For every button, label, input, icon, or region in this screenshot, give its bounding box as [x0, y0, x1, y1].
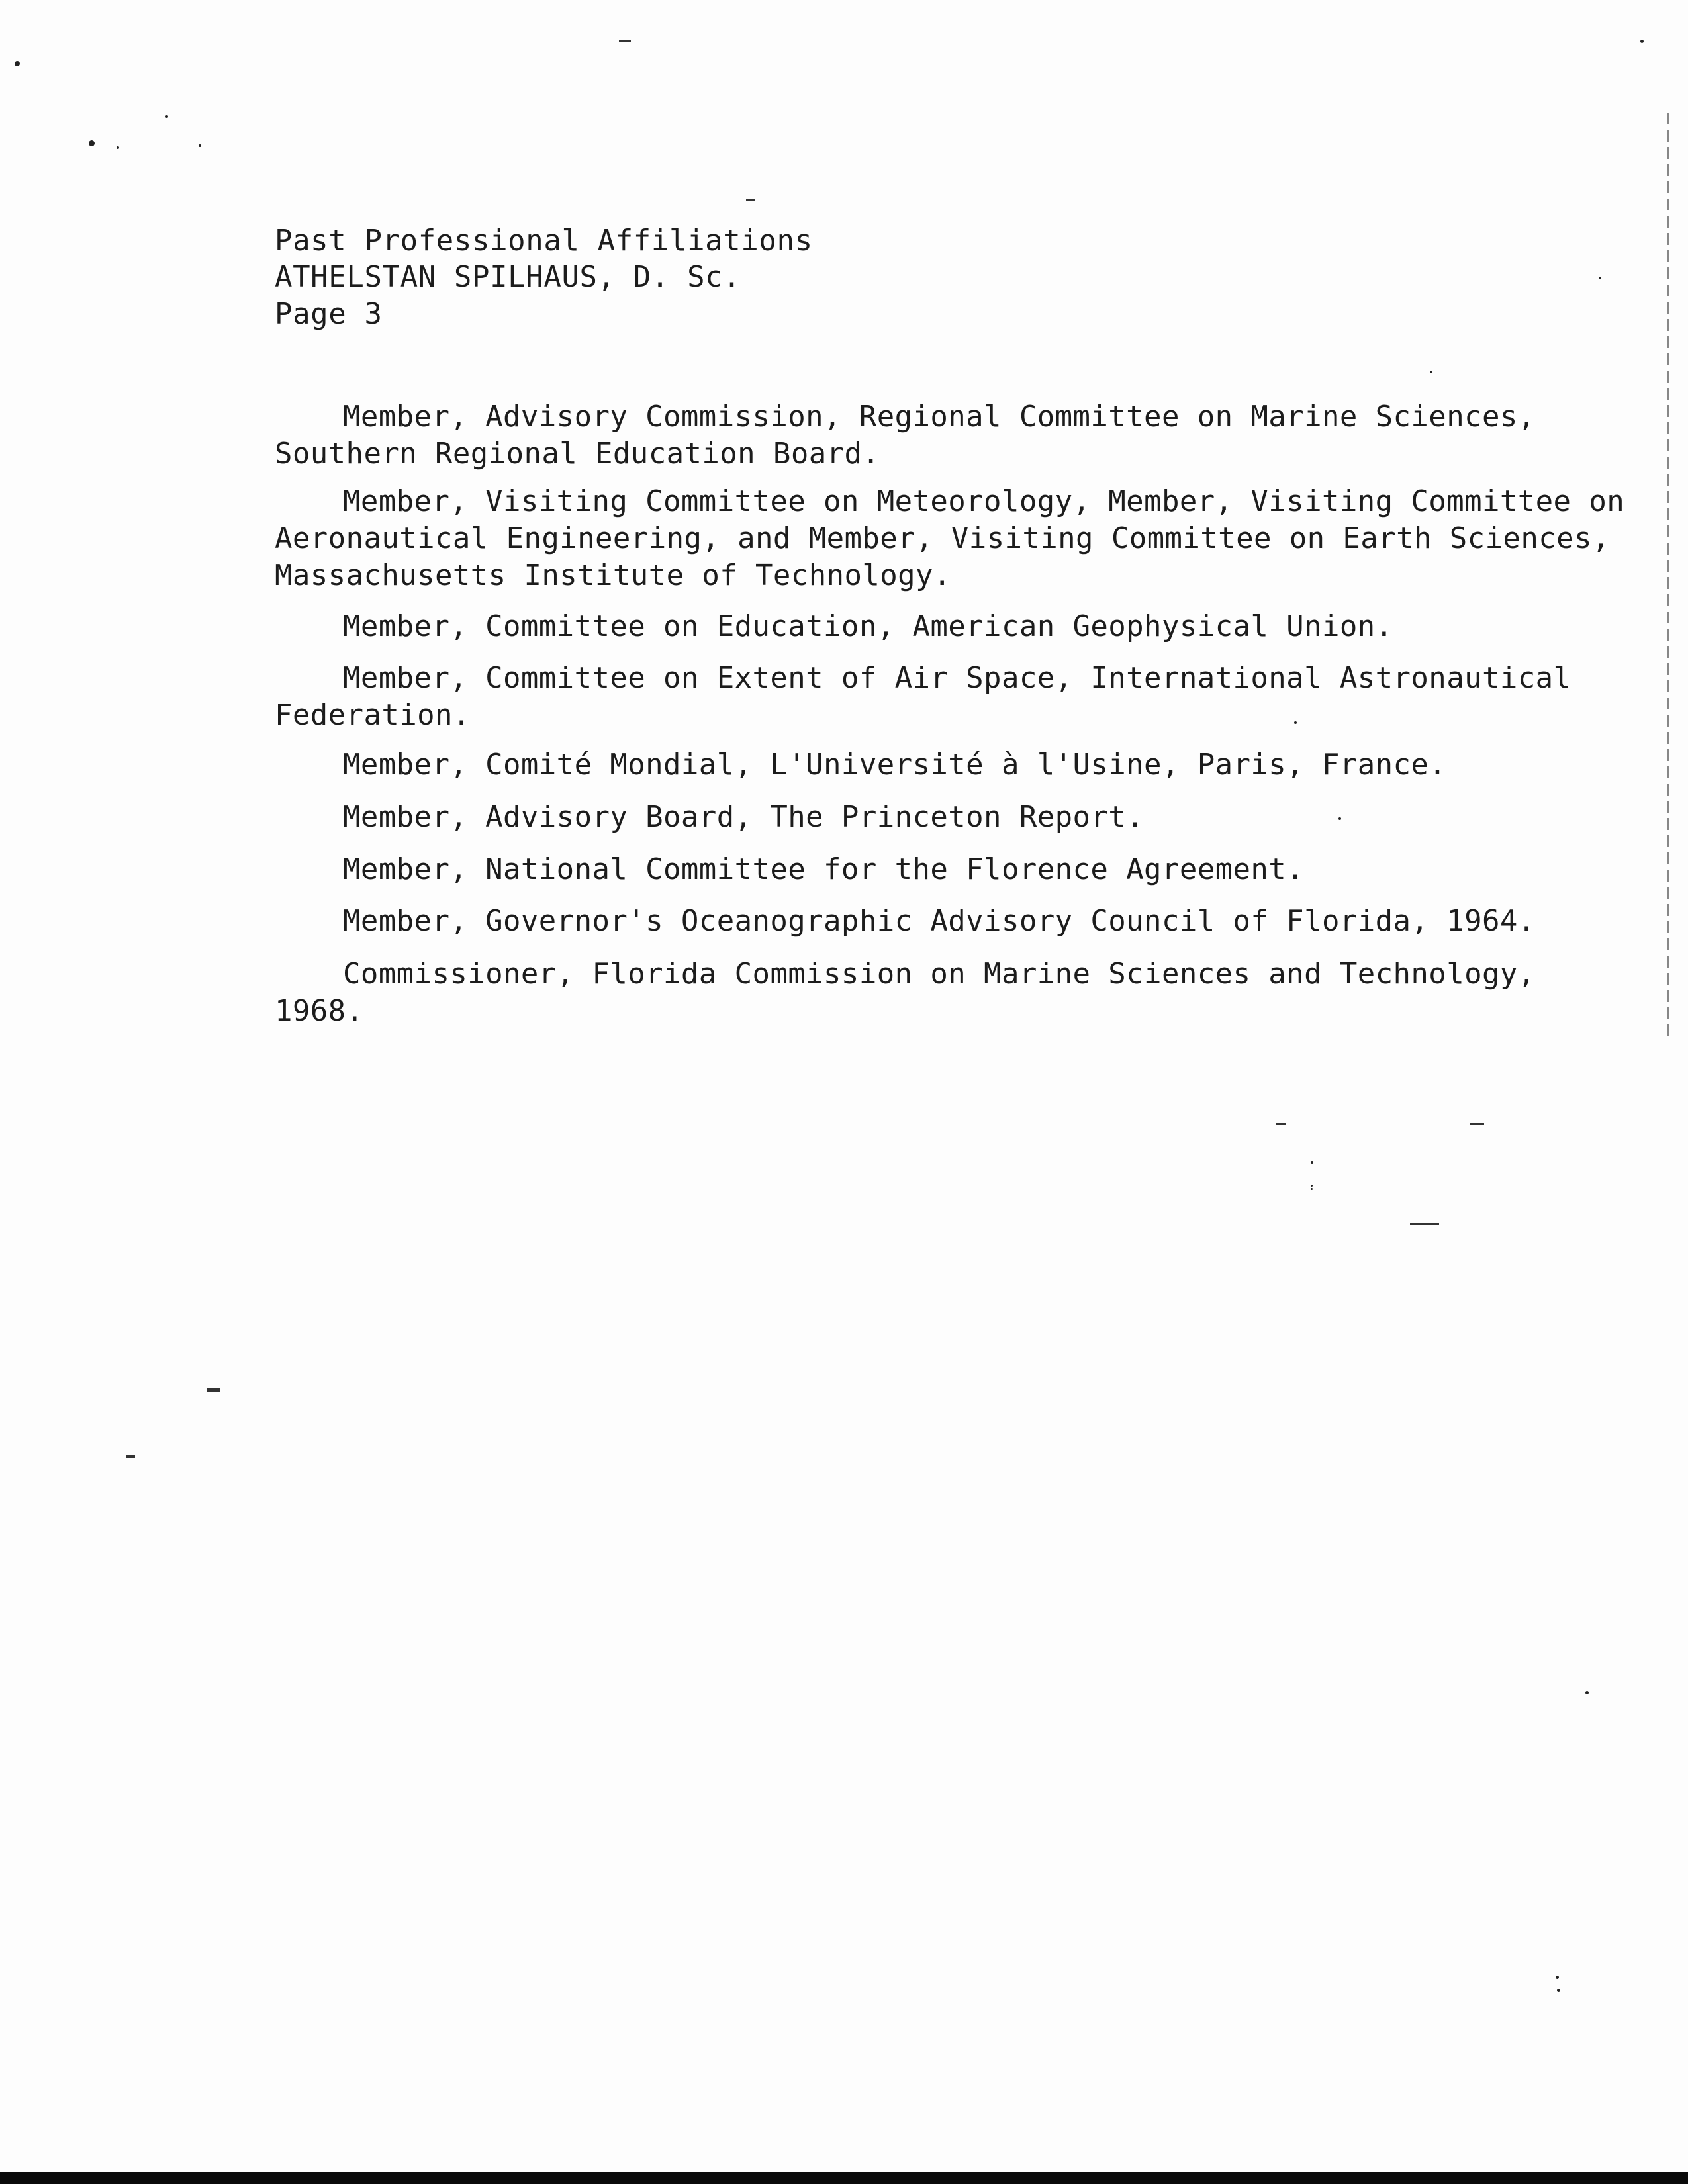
- scan-mark: [1470, 1123, 1484, 1125]
- scan-speck: [89, 140, 95, 146]
- affiliation-entry: Member, Advisory Board, The Princeton Report.: [343, 800, 1145, 834]
- scan-mark: [1276, 1123, 1286, 1125]
- scan-speck: [1294, 721, 1297, 724]
- affiliation-entry: Member, Advisory Commission, Regional Committee on Marine Sciences, Southern Regional Education Board.: [275, 400, 1536, 471]
- scan-speck: [117, 146, 119, 149]
- scan-bottom-border: [0, 2172, 1688, 2184]
- scan-speck: [1311, 1185, 1313, 1187]
- affiliation-entry: Member, Visiting Committee on Meteorology, Member, Visiting Committee on Aeronautical Engineering, and Member, Visiting Committee on Earth Sciences, Massachusetts Institute of Technology.: [275, 484, 1625, 592]
- affiliation-entry: Member, Comité Mondial, L'Université à l'Usine, Paris, France.: [343, 748, 1447, 782]
- scan-mark: [619, 40, 631, 42]
- scan-speck: [1585, 1691, 1589, 1694]
- affiliation-entry: Commissioner, Florida Commission on Marine Sciences and Technology, 1968.: [275, 957, 1536, 1028]
- document-title: Past Professional Affiliations: [275, 224, 813, 257]
- scan-speck: [199, 144, 201, 147]
- scan-speck: [1599, 277, 1601, 279]
- affiliation-entry: Member, Committee on Education, American Geophysical Union.: [343, 610, 1393, 643]
- scan-speck: [1311, 1188, 1313, 1190]
- scan-edge-line: [1667, 113, 1669, 1039]
- scan-mark: [207, 1388, 220, 1392]
- scan-speck: [1430, 371, 1432, 373]
- scan-mark: [746, 199, 755, 201]
- scan-speck: [1640, 40, 1644, 43]
- scan-speck: [15, 61, 20, 66]
- scan-speck: [165, 115, 168, 118]
- affiliation-entry: Member, National Committee for the Florence Agreement.: [343, 852, 1305, 886]
- scan-mark: [1410, 1223, 1439, 1225]
- person-name: ATHELSTAN SPILHAUS, D. Sc.: [275, 260, 741, 294]
- affiliation-entry: Member, Governor's Oceanographic Advisory Council of Florida, 1964.: [343, 904, 1536, 938]
- scan-mark: [126, 1455, 135, 1458]
- affiliation-entry: Member, Committee on Extent of Air Space, International Astronautical Federation.: [275, 661, 1571, 732]
- scan-speck: [1556, 1976, 1559, 1979]
- scan-speck: [1557, 1989, 1560, 1992]
- scan-speck: [1311, 1161, 1313, 1164]
- scan-speck: [1338, 817, 1341, 820]
- page-number: Page 3: [275, 297, 383, 331]
